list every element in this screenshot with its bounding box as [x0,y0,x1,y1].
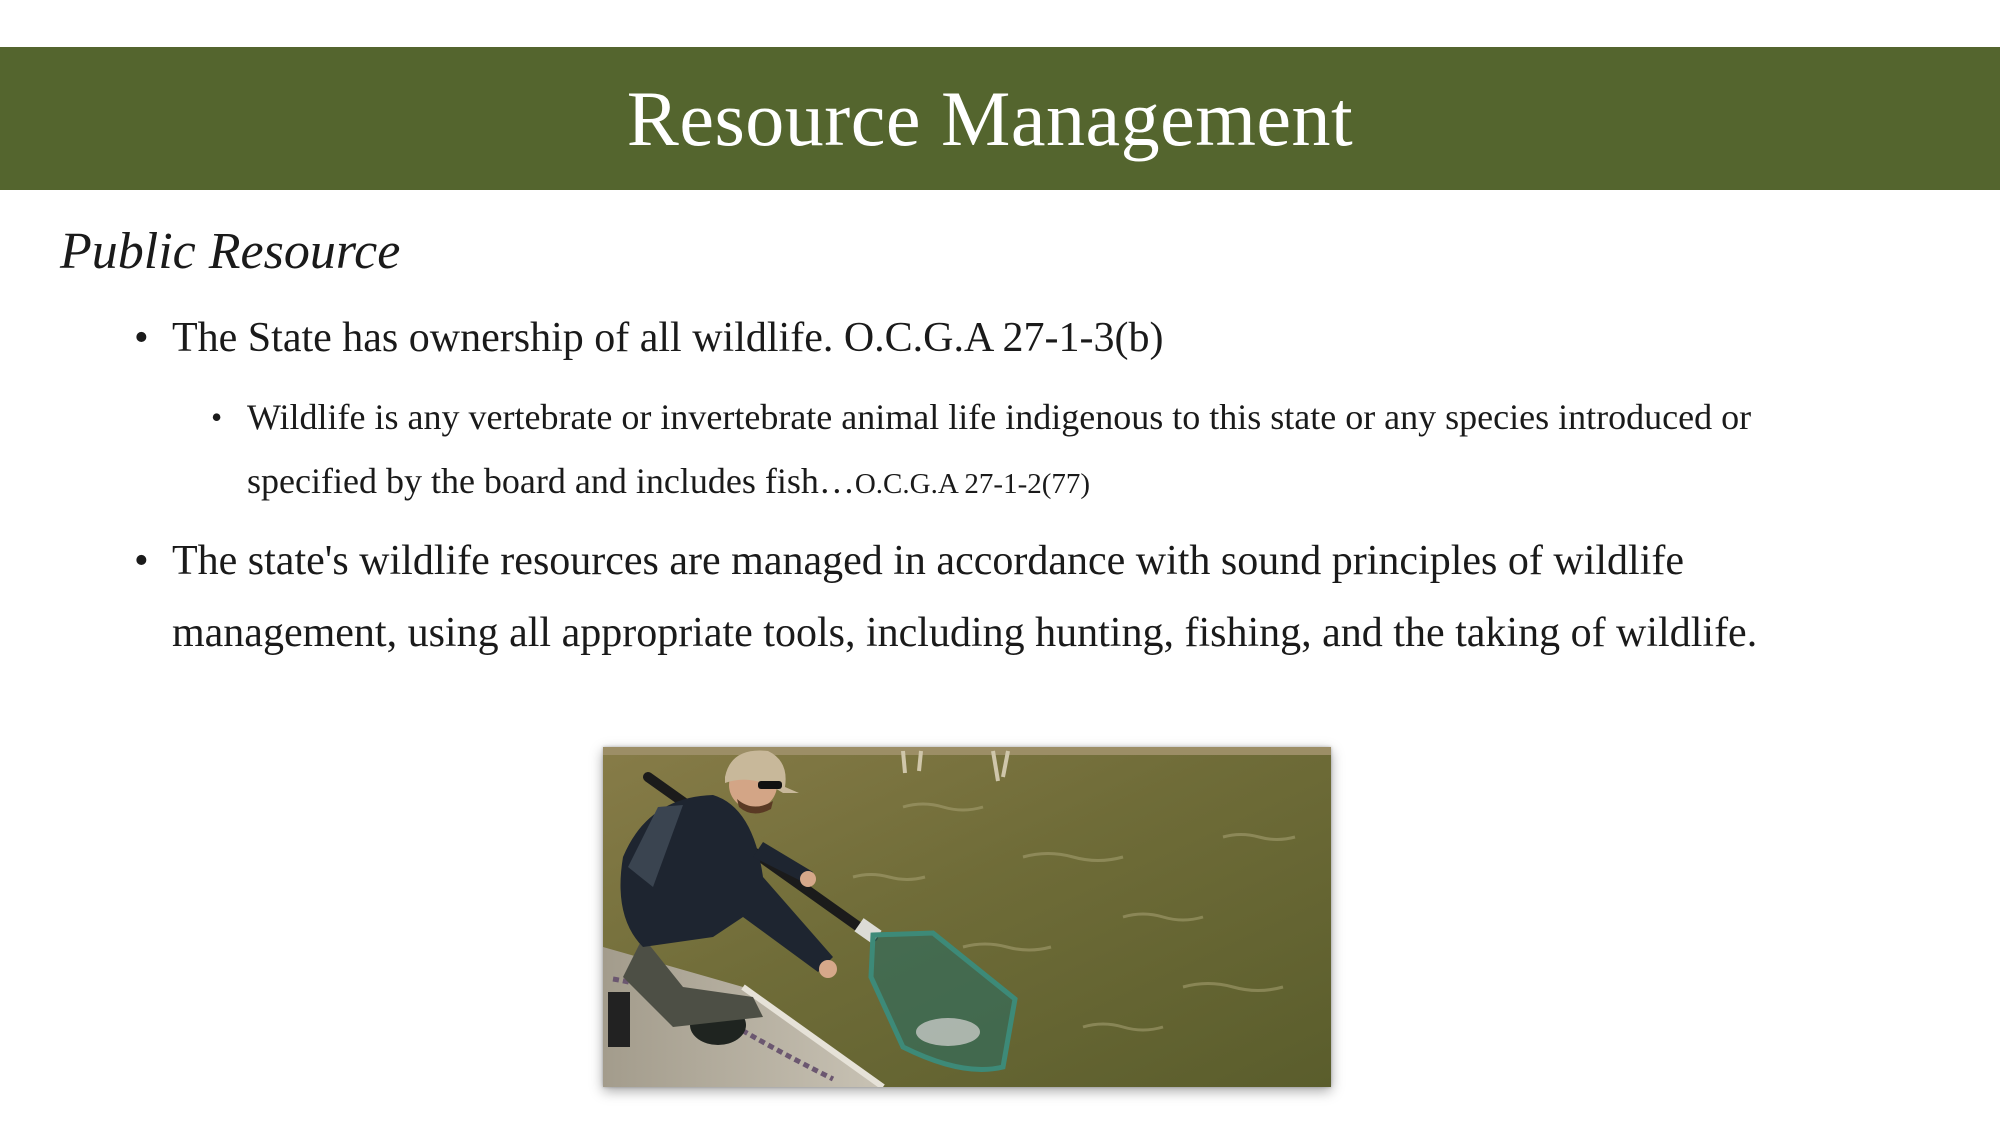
title-bar [0,47,2000,190]
fisherman-illustration [603,747,1331,1087]
bullet-ownership [134,308,1164,368]
bullet-dot: • [134,315,149,361]
shoreline [603,747,1331,755]
person-hand-upper [800,871,816,887]
bullet-text: The State has ownership of all wildlife. O.C.G.A 27-1-3(b) [172,315,1164,361]
bullet-dot: • [211,399,223,435]
fish-in-net [916,1018,980,1046]
bullet-text: The state's wildlife resources are managed in accordance with sound principles of wildlife management, using all appropriate tools, including hunting, fishing, and the taking of wildlife. [172,538,1758,656]
bullet-management [134,525,1872,669]
bullet-citation: O.C.G.A 27-1-2(77) [854,468,1091,500]
slide-title: Resource Management [626,74,1354,162]
fisherman-photo [603,747,1331,1087]
bullet-wildlife-definition [211,385,1767,516]
slide-subtitle: Public Resource [60,223,401,280]
bullet-dot: • [134,538,149,584]
bullet-text: Wildlife is any vertebrate or invertebrate animal life indigenous to this state or any species introduced or specified by the board and includes fish… [247,397,1752,501]
sunglasses [758,781,782,789]
person-boot [608,992,630,1047]
person-hand [819,960,837,978]
